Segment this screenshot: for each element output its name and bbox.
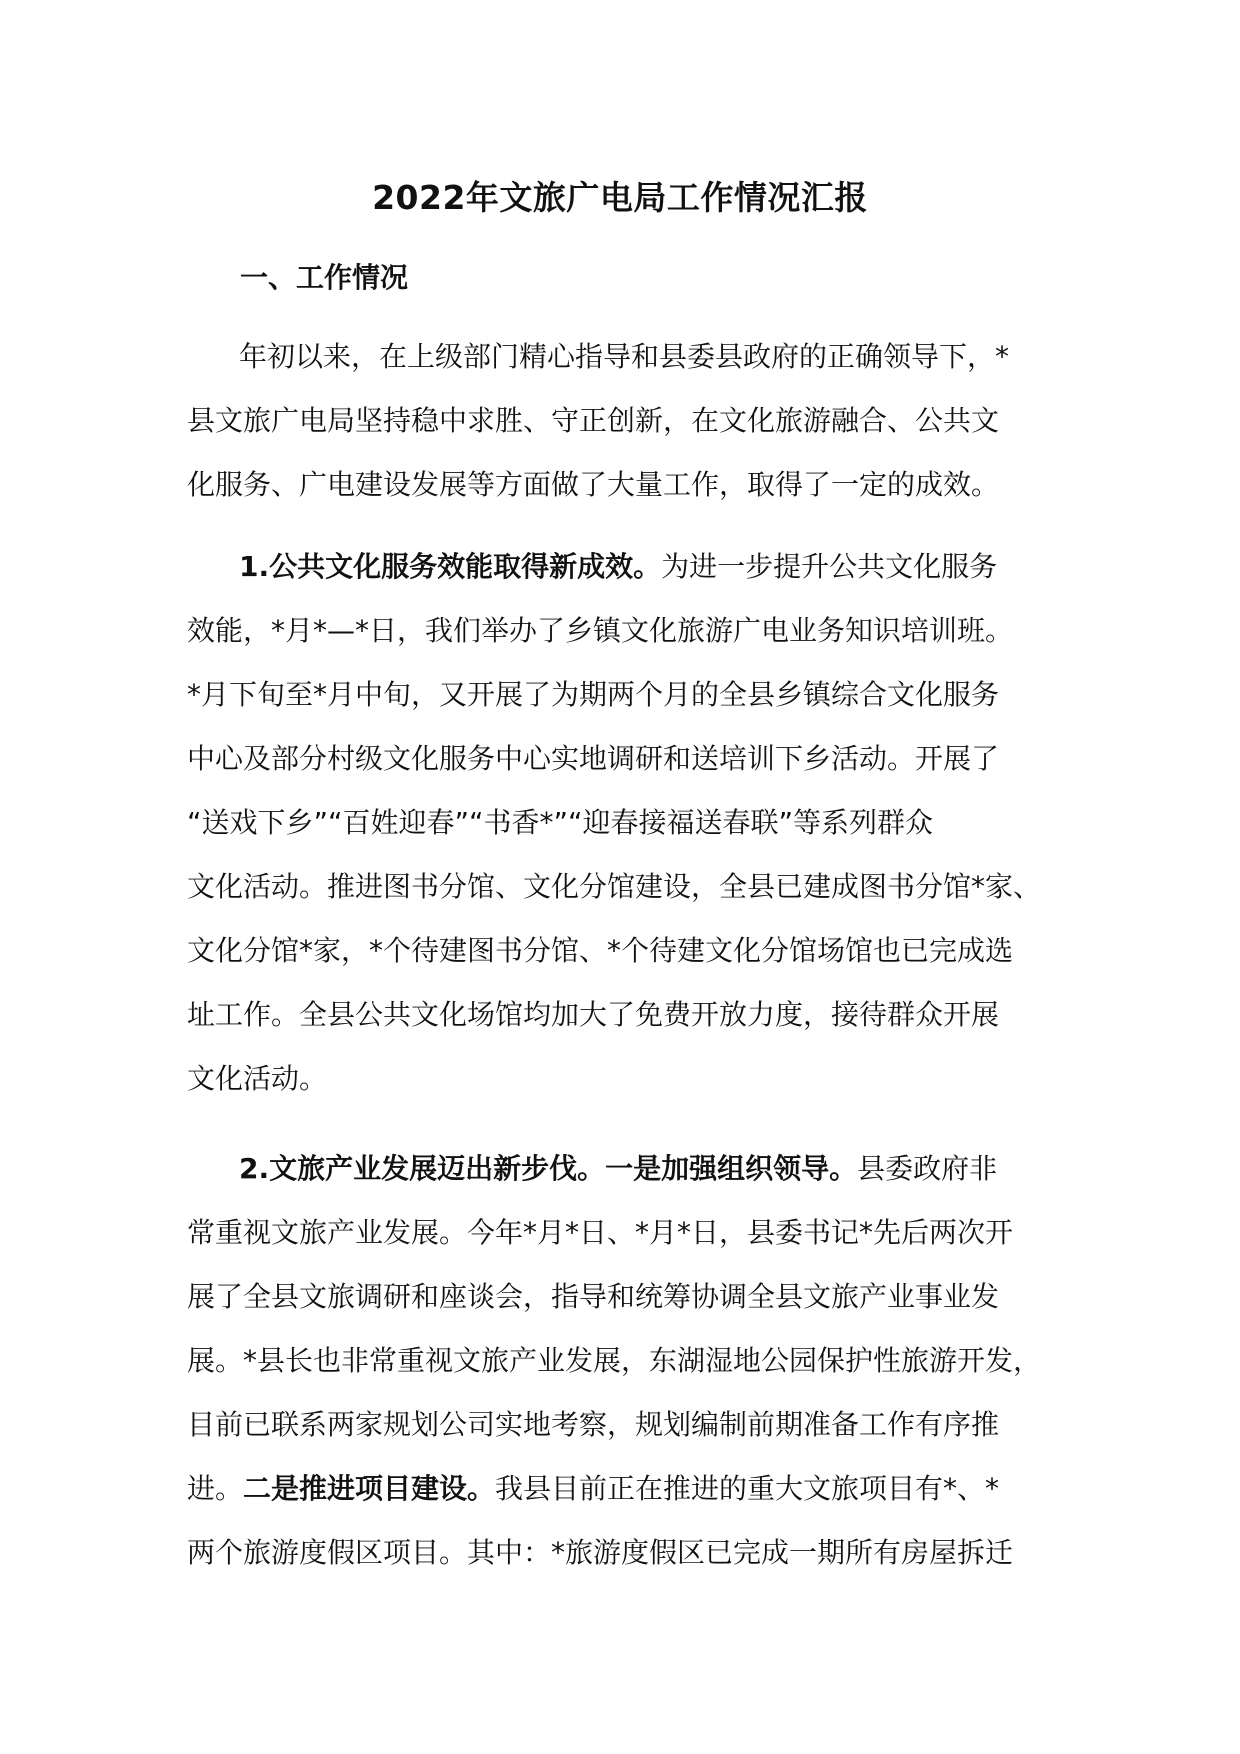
intro-paragraph: [187, 325, 1067, 517]
paragraph-line: 中心及部分村级文化服务中心实地调研和送培训下乡活动。开展了: [187, 742, 1000, 775]
item1-lead: 1.公共文化服务效能取得新成效。: [239, 550, 662, 583]
item2-lead: 2.文旅产业发展迈出新步伐。一是加强组织领导。: [239, 1152, 858, 1185]
paragraph-line: 化服务、广电建设发展等方面做了大量工作，取得了一定的成效。: [187, 468, 1000, 501]
item2-subheading: 二是推进项目建设。: [243, 1472, 496, 1505]
paragraph-line: 年初以来，在上级部门精心指导和县委县政府的正确领导下，*: [239, 340, 1010, 373]
item1-lead-rest: 为进一步提升公共文化服务: [661, 550, 998, 583]
paragraph-line: [187, 1137, 1067, 1201]
item2-lead-rest: 县委政府非: [857, 1152, 998, 1185]
paragraph-line: 址工作。全县公共文化场馆均加大了免费开放力度，接待群众开展: [187, 998, 1000, 1031]
paragraph-line: 常重视文旅产业发展。今年*月*日、*月*日，县委书记*先后两次开: [187, 1216, 1014, 1249]
section-heading: 一、工作情况: [240, 261, 409, 294]
paragraph-line: *月下旬至*月中旬，又开展了为期两个月的全县乡镇综合文化服务: [187, 678, 1000, 711]
paragraph-line: 文化活动。: [187, 1062, 328, 1095]
paragraph-line: 展。*县长也非常重视文旅产业发展，东湖湿地公园保护性旅游开发，: [187, 1344, 1042, 1377]
paragraph-line: 展了全县文旅调研和座谈会，指导和统筹协调全县文旅产业事业发: [187, 1280, 1000, 1313]
paragraph-line: “送戏下乡”“百姓迎春”“书香*”“迎春接福送春联”等系列群众: [187, 806, 934, 839]
paragraph-line: 两个旅游度假区项目。其中：*旅游度假区已完成一期所有房屋拆迁: [187, 1536, 1014, 1569]
paragraph-line: 效能，*月*—*日，我们举办了乡镇文化旅游广电业务知识培训班。: [187, 614, 1014, 647]
paragraph-line: 目前已联系两家规划公司实地考察，规划编制前期准备工作有序推: [187, 1408, 1000, 1441]
paragraph-line: [187, 1457, 1067, 1521]
item1-paragraph: [187, 535, 1067, 1111]
paragraph-line: 县文旅广电局坚持稳中求胜、守正创新，在文化旅游融合、公共文: [187, 404, 1000, 437]
paragraph-line: [187, 535, 1067, 599]
item2-line6-rest: 我县目前正在推进的重大文旅项目有*、*: [495, 1472, 1000, 1505]
item2-paragraph: [187, 1137, 1067, 1585]
item2-line6-start: 进。: [187, 1472, 244, 1505]
paragraph-line: 文化活动。推进图书分馆、文化分馆建设，全县已建成图书分馆*家、: [187, 870, 1042, 903]
paragraph-line: 文化分馆*家，*个待建图书分馆、*个待建文化分馆场馆也已完成选: [187, 934, 1014, 967]
document-title: 2022年文旅广电局工作情况汇报: [372, 178, 868, 217]
